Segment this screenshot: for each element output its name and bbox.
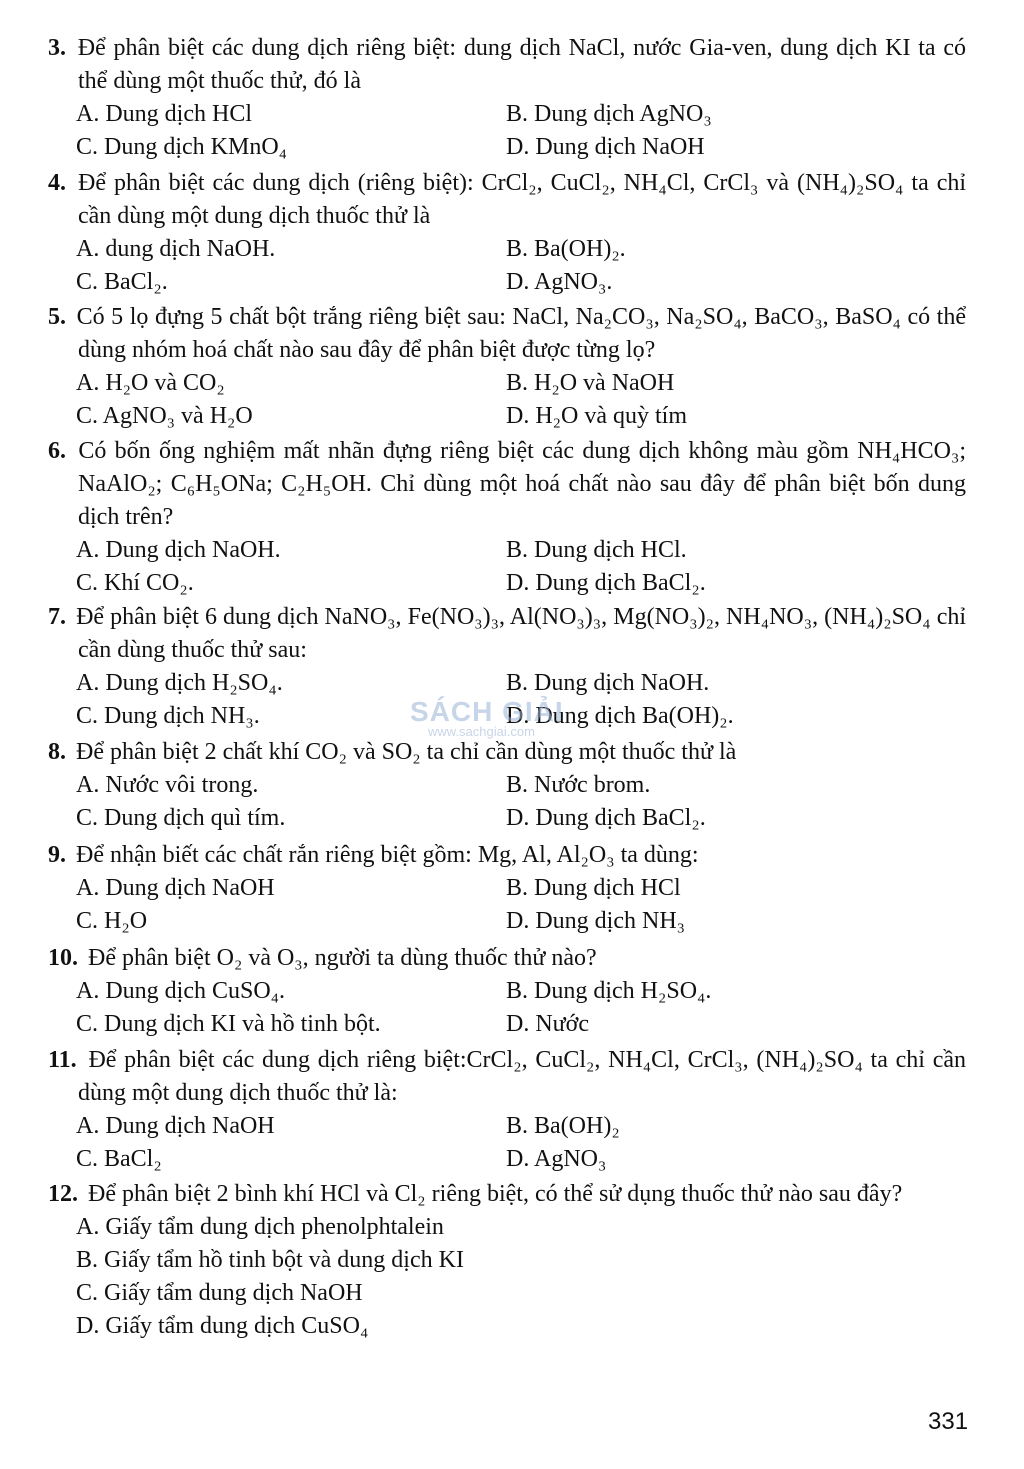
question-number: 6.	[48, 438, 66, 464]
question-11	[48, 1044, 966, 1176]
option-d: D. Dung dịch BaCl₂.	[506, 570, 706, 596]
question-text: Để phân biệt 6 dung dịch NaNO₃, Fe(NO₃)₃, Al(NO₃)₃, Mg(NO₃)₂, NH₄NO₃, (NH₄)₂SO₄ chỉ cần dùng thuốc thử sau:	[76, 604, 967, 663]
option-a: A. Giấy tẩm dung dịch phenolphtalein	[76, 1214, 444, 1240]
answer-options	[48, 769, 966, 835]
question-6	[48, 435, 966, 600]
question-text: Để phân biệt các dung dịch (riêng biệt): CrCl₂, CuCl₂, NH₄Cl, CrCl₃ và (NH₄)₂SO₄ ta chỉ cần dùng một dung dịch thuốc thử là	[77, 170, 967, 229]
answer-options	[48, 1110, 966, 1176]
question-9	[48, 839, 966, 938]
question-text: Để phân biệt 2 bình khí HCl và Cl₂ riêng biệt, có thể sử dụng thuốc thử nào sau đây?	[88, 1181, 903, 1207]
question-number: 5.	[48, 304, 66, 330]
question-8	[48, 736, 966, 835]
option-a: A. Dung dịch NaOH.	[76, 537, 281, 563]
question-5	[48, 301, 966, 433]
option-b: B. Dung dịch HCl	[506, 875, 681, 901]
answer-options	[48, 1211, 966, 1343]
answer-options	[48, 98, 966, 164]
question-number: 3.	[48, 35, 66, 61]
question-3	[48, 32, 966, 164]
option-a: A. Dung dịch NaOH	[76, 875, 275, 901]
question-number: 7.	[48, 604, 66, 630]
option-c: C. AgNO₃ và H₂O	[76, 403, 253, 429]
option-a: A. H₂O và CO₂	[76, 370, 225, 396]
answer-options	[48, 872, 966, 938]
option-d: D. Nước	[506, 1011, 590, 1037]
option-b: B. Dung dịch HCl.	[506, 537, 687, 563]
option-d: D. Dung dịch NH₃	[506, 908, 686, 934]
option-c: C. Dung dịch quì tím.	[76, 805, 286, 831]
question-number: 11.	[48, 1047, 77, 1073]
option-c: C. H₂O	[76, 908, 148, 934]
answer-options	[48, 233, 966, 299]
option-b: B. Ba(OH)₂.	[506, 236, 626, 262]
answer-options	[48, 667, 966, 733]
option-d: D. Dung dịch NaOH	[506, 134, 705, 160]
question-4	[48, 167, 966, 299]
question-12	[48, 1178, 966, 1343]
answer-options	[48, 367, 966, 433]
question-10	[48, 942, 966, 1041]
option-d: D. Dung dịch Ba(OH)₂.	[506, 703, 734, 729]
option-a: A. Dung dịch CuSO₄.	[76, 978, 286, 1004]
option-c: C. Khí CO₂.	[76, 570, 194, 596]
option-d: D. AgNO₃	[506, 1146, 607, 1172]
option-d: D. Giấy tẩm dung dịch CuSO₄	[76, 1313, 369, 1339]
option-d: D. Dung dịch BaCl₂.	[506, 805, 706, 831]
option-b: B. Giấy tẩm hồ tinh bột và dung dịch KI	[76, 1247, 464, 1273]
option-c: C. Dung dịch KMnO₄	[76, 134, 288, 160]
question-text: Có bốn ống nghiệm mất nhãn đựng riêng biệt các dung dịch không màu gồm NH₄HCO₃; NaAlO₂; C₆H₅ONa; C₂H₅OH. Chỉ dùng một hoá chất nào sau đây để phân biệt bốn dung dịch trên?	[78, 438, 967, 530]
question-7	[48, 601, 966, 733]
option-c: C. BaCl₂.	[76, 269, 168, 295]
option-c: C. Dung dịch NH₃.	[76, 703, 260, 729]
watermark-title: SÁCH GIẢI	[410, 696, 564, 727]
option-c: C. Dung dịch KI và hồ tinh bột.	[76, 1011, 381, 1037]
question-number: 4.	[48, 170, 66, 196]
question-text: Có 5 lọ đựng 5 chất bột trắng riêng biệt sau: NaCl, Na₂CO₃, Na₂SO₄, BaCO₃, BaSO₄ có thể dùng nhóm hoá chất nào sau đây để phân biệt được từng lọ?	[76, 304, 967, 363]
option-a: A. Nước vôi trong.	[76, 772, 259, 798]
option-b: B. Dung dịch AgNO₃	[506, 101, 712, 127]
question-text: Để phân biệt 2 chất khí CO₂ và SO₂ ta chỉ cần dùng một thuốc thử là	[76, 739, 737, 765]
question-text: Để phân biệt O₂ và O₃, người ta dùng thuốc thử nào?	[88, 945, 597, 971]
question-number: 8.	[48, 739, 66, 765]
page-number: 331	[928, 1408, 969, 1435]
option-b: B. Ba(OH)₂	[506, 1113, 620, 1139]
question-number: 9.	[48, 842, 66, 868]
option-a: A. Dung dịch HCl	[76, 101, 252, 127]
answer-options	[48, 534, 966, 600]
option-c: C. Giấy tẩm dung dịch NaOH	[76, 1280, 363, 1306]
option-a: A. Dung dịch H₂SO₄.	[76, 670, 283, 696]
option-a: A. Dung dịch NaOH	[76, 1113, 275, 1139]
question-number: 12.	[48, 1181, 78, 1207]
option-b: B. Dung dịch H₂SO₄.	[506, 978, 712, 1004]
option-b: B. H₂O và NaOH	[506, 370, 675, 396]
watermark-url: www.sachgiai.com	[428, 724, 535, 739]
option-b: B. Nước brom.	[506, 772, 651, 798]
option-a: A. dung dịch NaOH.	[76, 236, 276, 262]
question-text: Để nhận biết các chất rắn riêng biệt gồm: Mg, Al, Al₂O₃ ta dùng:	[76, 842, 699, 868]
answer-options	[48, 975, 966, 1041]
option-d: D. H₂O và quỳ tím	[506, 403, 688, 429]
question-text: Để phân biệt các dung dịch riêng biệt: dung dịch NaCl, nước Gia-ven, dung dịch KI ta có thể dùng một thuốc thử, đó là	[77, 35, 967, 94]
question-text: Để phân biệt các dung dịch riêng biệt:CrCl₂, CuCl₂, NH₄Cl, CrCl₃, (NH₄)₂SO₄ ta chỉ cần dùng một dung dịch thuốc thử là:	[78, 1047, 966, 1106]
question-number: 10.	[48, 945, 78, 971]
option-d: D. AgNO₃.	[506, 269, 613, 295]
option-c: C. BaCl₂	[76, 1146, 162, 1172]
option-b: B. Dung dịch NaOH.	[506, 670, 710, 696]
